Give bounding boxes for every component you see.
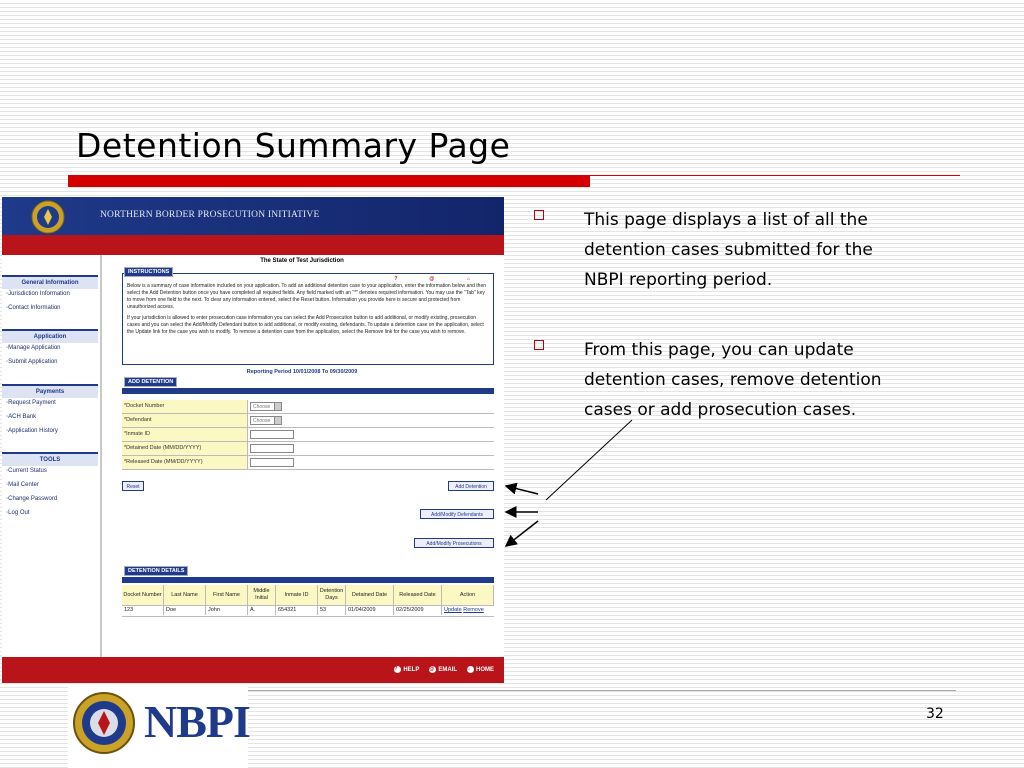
bullet-1-text: This page displays a list of all the detention cases submitted for the NBPI reporting period. bbox=[584, 210, 873, 290]
slide-title: Detention Summary Page bbox=[76, 126, 511, 165]
docket-select[interactable]: Choose bbox=[250, 402, 282, 411]
cell-docket: 123 bbox=[122, 606, 164, 615]
released-date-label: *Released Date (MM/DD/YYYY) bbox=[122, 456, 248, 469]
add-modify-prosecutions-button[interactable]: Add/Modify Prosecutions bbox=[414, 538, 494, 548]
instructions-para-2: If your jurisdiction is allowed to enter prosecution case information you can select the Add Prosecution button to add additional, or modify existing, prosecution cases and you can select the Add/Modify Defendant button to add additional, or modify existing, defendants. To update a detention case on the application, select the Update link for the case you wish to modify. To remove a detention case from the application, select the Remove link for the case you wish to remove. bbox=[127, 315, 484, 335]
doj-seal-icon bbox=[72, 691, 136, 755]
instructions-para-1: Below is a summary of case information included on your application. To add an additional detention case to your application, enter the information below and then select the Add Detention button once you have completed all required fields. Any field marked with an "*" denotes required information. You may use the "Tab" key to move from one field to the next. To clear any information entered, select the Reset button. Information you provide here is secure and protected from unauthorized access. bbox=[127, 283, 487, 310]
instructions-legend: INSTRUCTIONS bbox=[124, 267, 173, 277]
nav-heading-tools: TOOLS bbox=[2, 452, 98, 466]
detained-date-label: *Detained Date (MM/DD/YYYY) bbox=[122, 442, 248, 455]
app-main bbox=[102, 255, 502, 683]
app-header bbox=[2, 197, 504, 235]
form-row-detained-date bbox=[122, 442, 494, 456]
add-detention-button[interactable]: Add Detention bbox=[448, 481, 494, 491]
col-detention-days: Detention Days bbox=[318, 585, 346, 605]
nav-item-ach-bank[interactable]: ▫ ACH Bank bbox=[6, 414, 36, 420]
cell-inmate-id: 654321 bbox=[276, 606, 318, 615]
col-middle-initial: Middle Initial bbox=[248, 585, 276, 605]
title-underline-rule bbox=[590, 175, 960, 176]
instructions-box bbox=[122, 273, 494, 365]
help-icon: ? bbox=[394, 276, 401, 283]
home-icon: ⌂ bbox=[467, 666, 474, 673]
footer-help-link[interactable]: ? HELP bbox=[394, 666, 420, 673]
col-detained-date: Detained Date bbox=[346, 585, 394, 605]
col-first-name: First Name bbox=[206, 585, 248, 605]
add-detention-bar bbox=[122, 388, 494, 394]
defendant-label: *Defendant bbox=[122, 414, 248, 427]
inmate-id-input[interactable] bbox=[250, 430, 294, 439]
cell-last-name: Doe bbox=[164, 606, 206, 615]
app-screenshot bbox=[2, 197, 504, 683]
details-header-row bbox=[122, 585, 494, 606]
nav-item-current-status[interactable]: ▫ Current Status bbox=[6, 468, 47, 474]
app-header-title: NORTHERN BORDER PROSECUTION INITIATIVE bbox=[100, 210, 320, 220]
bullet-square-icon bbox=[534, 210, 544, 220]
detention-details-legend: DETENTION DETAILS bbox=[124, 566, 188, 576]
cell-first-name: John bbox=[206, 606, 248, 615]
nav-item-submit-application[interactable]: ▫ Submit Application bbox=[6, 359, 58, 365]
form-row-defendant bbox=[122, 414, 494, 428]
col-inmate-id: Inmate ID bbox=[276, 585, 318, 605]
page-number: 32 bbox=[926, 706, 944, 722]
jurisdiction-name: The State of Test Jurisdiction bbox=[260, 258, 344, 264]
nav-item-change-password[interactable]: ▫ Change Password bbox=[6, 496, 57, 502]
nav-item-jurisdiction[interactable]: ▫ Jurisdiction Information bbox=[6, 291, 70, 297]
nav-heading-application: Application bbox=[2, 329, 98, 343]
footer-links bbox=[394, 666, 494, 673]
nav-item-log-out[interactable]: ▫ Log Out bbox=[6, 510, 30, 516]
cell-detention-days: 53 bbox=[318, 606, 346, 615]
cell-detained-date: 01/04/2009 bbox=[346, 606, 394, 615]
col-last-name: Last Name bbox=[164, 585, 206, 605]
defendant-select[interactable]: Choose bbox=[250, 416, 282, 425]
left-nav bbox=[2, 255, 102, 683]
detention-details-bar bbox=[122, 577, 494, 583]
form-row-docket bbox=[122, 400, 494, 414]
nav-item-manage-application[interactable]: ▫ Manage Application bbox=[6, 345, 61, 351]
form-row-released-date bbox=[122, 456, 494, 470]
nav-item-request-payment[interactable]: ▫ Request Payment bbox=[6, 400, 56, 406]
title-underline-bar bbox=[68, 175, 590, 187]
table-row bbox=[122, 606, 494, 617]
released-date-input[interactable] bbox=[250, 458, 294, 467]
reporting-period: Reporting Period 10/01/2008 To 09/30/2009 bbox=[246, 369, 358, 375]
inmate-id-label: *Inmate ID bbox=[122, 428, 248, 441]
app-footer-band bbox=[2, 657, 504, 683]
email-icon: @ bbox=[429, 666, 436, 673]
help-icon: ? bbox=[394, 666, 401, 673]
nav-item-contact[interactable]: ▫ Contact Information bbox=[6, 305, 61, 311]
update-link[interactable]: Update bbox=[444, 607, 462, 613]
form-row-inmate-id bbox=[122, 428, 494, 442]
nav-item-application-history[interactable]: ▫ Application History bbox=[6, 428, 58, 434]
help-link[interactable]: ? HELP bbox=[394, 276, 420, 283]
arrow-add-detention bbox=[506, 486, 538, 494]
home-link[interactable]: ⌂ HOME bbox=[467, 276, 494, 283]
add-modify-defendants-button[interactable]: Add/Modify Defendants bbox=[420, 509, 494, 519]
add-detention-legend: ADD DETENTION bbox=[124, 377, 177, 387]
arrow-add-modify-prosecutions bbox=[506, 521, 538, 546]
nav-heading-payments: Payments bbox=[2, 384, 98, 398]
col-action: Action bbox=[442, 585, 494, 605]
col-released-date: Released Date bbox=[394, 585, 442, 605]
col-docket-number: Docket Number bbox=[122, 585, 164, 605]
instructions-text bbox=[127, 283, 489, 336]
home-icon: ⌂ bbox=[467, 276, 474, 283]
nav-heading-general: General Information bbox=[2, 275, 98, 289]
footer-home-link[interactable]: ⌂ HOME bbox=[467, 666, 494, 673]
nav-item-mail-center[interactable]: ▫ Mail Center bbox=[6, 482, 39, 488]
bullet-square-icon bbox=[534, 340, 544, 350]
cell-released-date: 02/25/2009 bbox=[394, 606, 442, 615]
reset-button[interactable]: Reset bbox=[122, 481, 144, 491]
email-link[interactable]: @ EMAIL bbox=[429, 276, 457, 283]
bullet-2-text: From this page, you can update detention cases, remove detention cases or add prosecution cases. bbox=[584, 340, 882, 420]
logo-text: NBPI bbox=[144, 696, 250, 747]
email-icon: @ bbox=[429, 276, 436, 283]
detained-date-input[interactable] bbox=[250, 444, 294, 453]
remove-link[interactable]: Remove bbox=[463, 607, 484, 613]
cell-middle-initial: A. bbox=[248, 606, 276, 615]
docket-label: *Docket Number bbox=[122, 400, 248, 413]
callout-line bbox=[546, 420, 632, 500]
cell-action bbox=[442, 606, 494, 615]
footer-email-link[interactable]: @ EMAIL bbox=[429, 666, 457, 673]
nbpi-logo bbox=[68, 687, 248, 768]
